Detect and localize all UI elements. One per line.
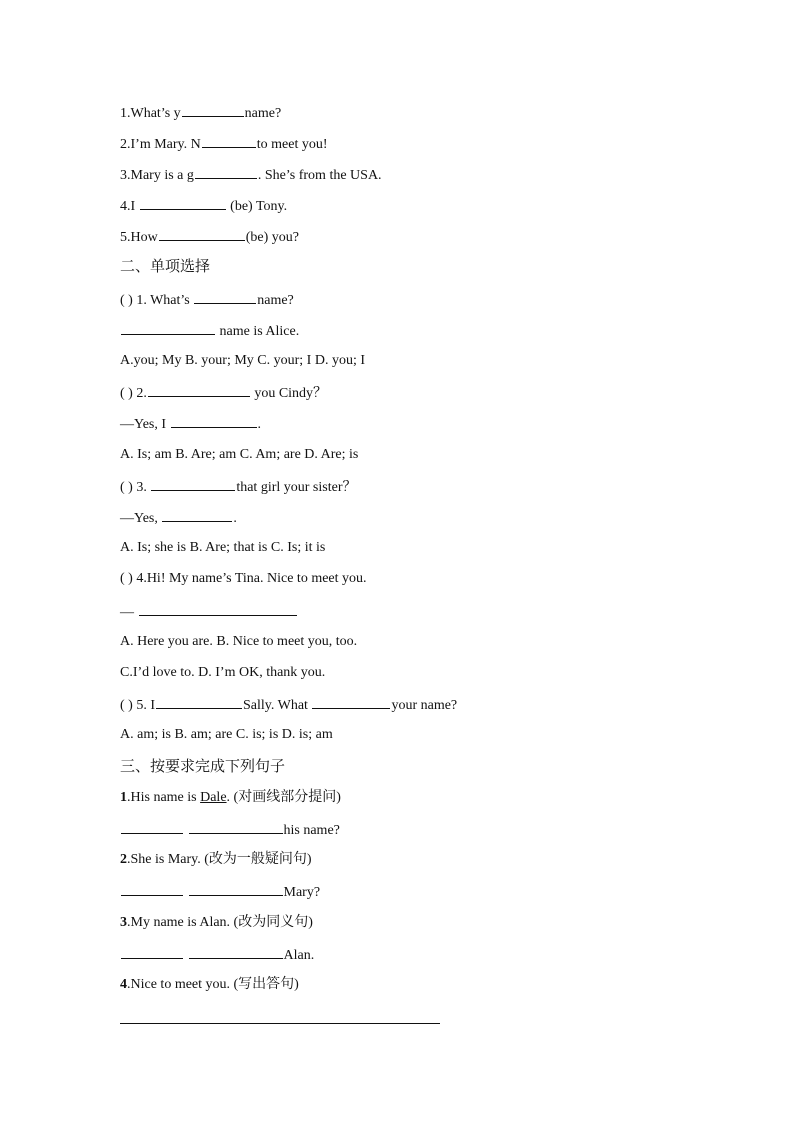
q2-text-a: 2.I’m Mary. N <box>120 137 201 152</box>
fill-question-2 <box>120 132 328 154</box>
mc3-stem: ( ) 3. <box>120 480 151 495</box>
q2-text-b: to meet you! <box>256 137 328 152</box>
mc3-answer-blank[interactable] <box>162 506 232 522</box>
fill-question-3 <box>120 163 382 185</box>
rw2-blank-1[interactable] <box>121 880 183 896</box>
rw2-number: 2 <box>120 852 127 867</box>
mc3-answer-b: . <box>233 511 237 526</box>
q1-text-a: 1.What’s y <box>120 106 181 121</box>
q3-text-b: . She’s from the USA. <box>257 168 382 183</box>
rw4-number: 4 <box>120 977 127 992</box>
rw2-answer-line <box>120 880 320 902</box>
mc4-options-cd: C.I’d love to. D. I’m OK, thank you. <box>120 665 326 680</box>
mc5-blank-2[interactable] <box>312 693 390 709</box>
rw4-answer-blank[interactable] <box>120 1022 440 1024</box>
fill-question-4 <box>120 194 287 216</box>
q1-text-b: name? <box>244 106 282 121</box>
mc-question-5 <box>120 693 457 715</box>
mc1-blank[interactable] <box>194 288 256 304</box>
rw1-answer-text: his name? <box>283 823 340 838</box>
section-3-heading: 三、按要求完成下列句子 <box>120 759 286 775</box>
mc1-text: name? <box>257 293 294 308</box>
mc1-stem: ( ) 1. What’s <box>120 293 194 308</box>
rewrite-question-1 <box>120 787 341 809</box>
q5-text-a: 5.How <box>120 230 158 245</box>
mc1-options: A.you; My B. your; My C. your; I D. you; I <box>120 353 365 368</box>
mc1-answer-text: name is Alice. <box>216 324 300 339</box>
mc4-answer-line <box>120 600 298 622</box>
mc-question-3 <box>120 475 356 497</box>
mc5-text-c: your name? <box>391 698 458 713</box>
rw1-answer-line <box>120 818 340 840</box>
rw1-blank-1[interactable] <box>121 818 183 834</box>
mc5-stem: ( ) 5. I <box>120 698 155 713</box>
mc-question-2 <box>120 381 327 403</box>
rw2-blank-2[interactable] <box>189 880 283 896</box>
rw2-answer-text: Mary? <box>283 885 321 900</box>
mc3-options: A. Is; she is B. Are; that is C. Is; it is <box>120 540 326 555</box>
mc2-answer-line <box>120 412 261 434</box>
mc2-stem: ( ) 2. <box>120 386 147 401</box>
rw3-answer-text: Alan. <box>283 948 315 963</box>
mc2-blank[interactable] <box>148 381 250 397</box>
rw4-text: .Nice to meet you. (写出答句) <box>127 977 299 992</box>
rw1-number: 1 <box>120 790 127 805</box>
mc5-blank-1[interactable] <box>156 693 242 709</box>
mc3-answer-line <box>120 506 237 528</box>
section-2-heading: 二、单项选择 <box>120 259 211 275</box>
rewrite-question-2 <box>120 849 312 871</box>
rw3-blank-2[interactable] <box>189 943 283 959</box>
mc5-options: A. am; is B. am; are C. is; is D. is; am <box>120 727 333 742</box>
mc1-answer-blank[interactable] <box>121 319 215 335</box>
mc2-answer-a: —Yes, I <box>120 417 170 432</box>
rw2-text: .She is Mary. (改为一般疑问句) <box>127 852 312 867</box>
rewrite-question-3 <box>120 912 313 934</box>
mc3-answer-a: —Yes, <box>120 511 162 526</box>
rw1-text-a: .His name is <box>127 790 201 805</box>
fill-question-1 <box>120 101 281 123</box>
q3-blank[interactable] <box>195 163 257 179</box>
mc3-text: that girl your sister？ <box>236 480 357 495</box>
q3-text-a: 3.Mary is a g <box>120 168 194 183</box>
rw3-blank-1[interactable] <box>121 943 183 959</box>
fill-question-5 <box>120 225 299 247</box>
mc2-options: A. Is; am B. Are; am C. Am; are D. Are; is <box>120 447 359 462</box>
q4-text-a: 4.I <box>120 199 139 214</box>
rw1-blank-2[interactable] <box>189 818 283 834</box>
q4-blank[interactable] <box>140 194 226 210</box>
mc2-answer-b: . <box>257 417 262 432</box>
rw3-number: 3 <box>120 915 127 930</box>
mc4-answer-blank[interactable] <box>139 600 297 616</box>
mc4-answer-a: — <box>120 605 138 620</box>
mc5-text-b: Sally. What <box>243 698 312 713</box>
q5-text-b: (be) you? <box>245 230 299 245</box>
mc1-answer-line <box>120 319 299 341</box>
mc-question-4: ( ) 4.Hi! My name’s Tina. Nice to meet you. <box>120 571 367 586</box>
mc3-blank[interactable] <box>151 475 235 491</box>
q1-blank[interactable] <box>182 101 244 117</box>
rw3-text: .My name is Alan. (改为同义句) <box>127 915 313 930</box>
rw1-underlined-word: Dale <box>200 790 227 805</box>
q5-blank[interactable] <box>159 225 245 241</box>
rw1-text-b: . (对画线部分提问) <box>226 790 341 805</box>
q2-blank[interactable] <box>202 132 256 148</box>
mc2-answer-blank[interactable] <box>171 412 257 428</box>
rewrite-question-4 <box>120 974 299 996</box>
mc-question-1 <box>120 288 294 310</box>
mc4-options-ab: A. Here you are. B. Nice to meet you, too. <box>120 634 358 649</box>
q4-text-b: (be) Tony. <box>226 199 288 214</box>
mc2-text: you Cindy？ <box>250 386 328 401</box>
rw3-answer-line <box>120 943 314 965</box>
